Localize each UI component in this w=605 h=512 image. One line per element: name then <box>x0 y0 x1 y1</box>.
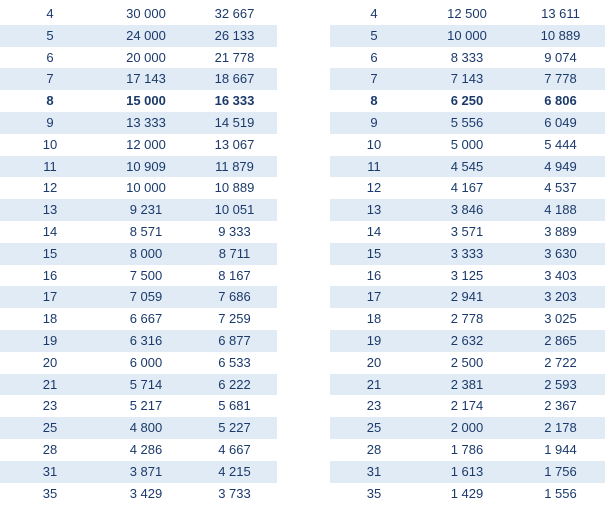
table-left-body <box>0 3 277 504</box>
cell-a: 6 316 <box>100 330 192 352</box>
cell-b: 8 711 <box>192 243 277 265</box>
cell-a: 4 286 <box>129 441 163 457</box>
cell-b: 9 074 <box>544 49 577 65</box>
table-left <box>0 3 277 504</box>
cell-a: 5 556 <box>418 112 516 134</box>
cell-a: 3 871 <box>100 461 192 483</box>
table-row <box>330 221 605 243</box>
cell-a: 2 941 <box>418 286 516 308</box>
cell-n: 20 <box>42 354 58 370</box>
cell-b: 18 667 <box>192 68 277 90</box>
table-row <box>330 395 605 417</box>
cell-a: 9 231 <box>100 199 192 221</box>
cell-b: 7 778 <box>516 68 605 90</box>
table-row <box>330 3 605 25</box>
cell-a: 12 500 <box>447 6 487 21</box>
cell-n: 23 <box>42 398 58 414</box>
cell-a: 10 909 <box>100 156 192 178</box>
cell-a: 20 000 <box>126 49 166 65</box>
cell-b: 6 877 <box>192 330 277 352</box>
cell-b: 2 593 <box>516 374 605 396</box>
cell-a: 5 714 <box>100 374 192 396</box>
cell-n: 11 <box>0 156 100 178</box>
cell-n: 31 <box>0 461 100 483</box>
cell-b: 5 681 <box>218 398 251 414</box>
cell-a: 24 000 <box>100 25 192 47</box>
cell-a: 7 059 <box>100 286 192 308</box>
cell-n: 10 <box>42 136 58 152</box>
table-row <box>330 243 605 265</box>
cell-n: 16 <box>366 267 382 283</box>
table-row <box>0 3 277 25</box>
cell-b: 11 879 <box>192 156 277 178</box>
cell-b: 16 333 <box>214 93 255 109</box>
cell-a: 10 000 <box>126 180 166 196</box>
cell-n: 20 <box>366 354 382 370</box>
cell-b: 2 722 <box>544 354 577 370</box>
cell-n: 23 <box>366 398 382 414</box>
cell-a: 1 429 <box>450 485 484 501</box>
cell-b: 14 519 <box>192 112 277 134</box>
cell-b: 1 556 <box>544 485 577 501</box>
cell-b: 6 533 <box>218 354 251 370</box>
cell-a: 2 778 <box>450 311 484 327</box>
cell-b: 4 537 <box>544 180 577 196</box>
cell-n: 6 <box>46 49 54 65</box>
cell-b: 3 889 <box>544 223 577 239</box>
table-right <box>330 3 605 504</box>
cell-b: 32 667 <box>214 6 255 21</box>
cell-b: 2 865 <box>516 330 605 352</box>
cell-n: 18 <box>366 311 382 327</box>
cell-n: 12 <box>42 180 58 196</box>
cell-n: 10 <box>366 136 382 152</box>
cell-n: 31 <box>330 461 418 483</box>
cell-n: 8 <box>370 93 378 109</box>
table-row <box>0 330 277 352</box>
cell-b: 7 259 <box>218 311 251 327</box>
cell-b: 3 203 <box>516 286 605 308</box>
cell-n: 4 <box>46 6 54 21</box>
cell-n: 12 <box>366 180 382 196</box>
cell-b: 4 215 <box>192 461 277 483</box>
cell-n: 13 <box>0 199 100 221</box>
table-row <box>330 330 605 352</box>
cell-n: 11 <box>330 156 418 178</box>
table-row <box>0 286 277 308</box>
cell-a: 7 500 <box>129 267 163 283</box>
cell-n: 7 <box>330 68 418 90</box>
cell-n: 21 <box>330 374 418 396</box>
table-row <box>330 483 605 505</box>
cell-a: 5 000 <box>450 136 484 152</box>
table-row <box>330 374 605 396</box>
table-row <box>330 439 605 461</box>
cell-n: 19 <box>330 330 418 352</box>
table-row <box>0 68 277 90</box>
cell-b: 13 067 <box>214 136 255 152</box>
cell-b: 6 806 <box>544 93 577 109</box>
cell-a: 2 500 <box>450 354 484 370</box>
cell-a: 10 000 <box>418 25 516 47</box>
cell-b: 9 333 <box>218 223 251 239</box>
cell-a: 30 000 <box>126 6 166 21</box>
cell-b: 13 611 <box>541 6 580 21</box>
cell-b: 10 051 <box>192 199 277 221</box>
cell-b: 7 686 <box>192 286 277 308</box>
table-row <box>0 352 277 374</box>
table-row <box>0 417 277 439</box>
cell-a: 8 000 <box>100 243 192 265</box>
cell-a: 3 429 <box>129 485 163 501</box>
cell-a: 15 000 <box>126 93 166 109</box>
cell-b: 2 367 <box>544 398 577 414</box>
cell-b: 10 889 <box>214 180 255 196</box>
cell-a: 4 167 <box>450 180 484 196</box>
cell-b: 1 756 <box>516 461 605 483</box>
cell-n: 35 <box>366 485 382 501</box>
cell-a: 4 545 <box>418 156 516 178</box>
cell-n: 15 <box>330 243 418 265</box>
cell-n: 17 <box>330 286 418 308</box>
cell-b: 1 944 <box>544 441 577 457</box>
table-row <box>0 483 277 505</box>
table-row <box>330 177 605 199</box>
cell-a: 3 125 <box>450 267 484 283</box>
cell-n: 7 <box>0 68 100 90</box>
table-row <box>330 134 605 156</box>
table-right-body <box>330 3 605 504</box>
cell-a: 4 800 <box>100 417 192 439</box>
table-row <box>0 134 277 156</box>
cell-b: 3 733 <box>218 485 251 501</box>
cell-b: 2 178 <box>516 417 605 439</box>
table-row <box>330 265 605 287</box>
table-row <box>0 374 277 396</box>
cell-b: 4 667 <box>218 441 251 457</box>
table-row <box>330 68 605 90</box>
cell-a: 3 571 <box>450 223 484 239</box>
cell-n: 16 <box>42 267 58 283</box>
cell-b: 5 227 <box>192 417 277 439</box>
table-row <box>0 199 277 221</box>
table-row <box>0 221 277 243</box>
cell-n: 14 <box>366 223 382 239</box>
table-row <box>0 47 277 69</box>
cell-n: 15 <box>0 243 100 265</box>
cell-n: 19 <box>0 330 100 352</box>
table-row <box>0 265 277 287</box>
cell-b: 10 889 <box>516 25 605 47</box>
cell-b: 6 222 <box>192 374 277 396</box>
cell-a: 1 786 <box>450 441 484 457</box>
cell-n: 21 <box>0 374 100 396</box>
table-row <box>0 25 277 47</box>
cell-b: 21 778 <box>214 49 255 65</box>
cell-a: 17 143 <box>100 68 192 90</box>
cell-n: 18 <box>42 311 58 327</box>
cell-a: 2 000 <box>418 417 516 439</box>
table-row <box>0 177 277 199</box>
cell-a: 8 333 <box>450 49 484 65</box>
cell-b: 4 949 <box>516 156 605 178</box>
table-row <box>0 156 277 178</box>
table-row <box>330 352 605 374</box>
cell-b: 8 167 <box>218 267 251 283</box>
cell-a: 13 333 <box>100 112 192 134</box>
cell-a: 2 174 <box>450 398 484 414</box>
cell-b: 3 630 <box>516 243 605 265</box>
cell-n: 35 <box>42 485 58 501</box>
table-row <box>330 199 605 221</box>
table-row <box>0 461 277 483</box>
cell-a: 2 381 <box>418 374 516 396</box>
table-row <box>0 112 277 134</box>
cell-a: 5 217 <box>129 398 163 414</box>
cell-n: 6 <box>370 49 378 65</box>
table-row <box>0 439 277 461</box>
cell-n: 9 <box>0 112 100 134</box>
cell-n: 14 <box>42 223 58 239</box>
table-row <box>0 90 277 112</box>
table-row <box>330 25 605 47</box>
cell-b: 3 403 <box>544 267 577 283</box>
cell-b: 6 049 <box>516 112 605 134</box>
cell-n: 25 <box>330 417 418 439</box>
cell-a: 12 000 <box>126 136 166 152</box>
cell-n: 17 <box>0 286 100 308</box>
cell-n: 28 <box>42 441 58 457</box>
table-row <box>330 308 605 330</box>
table-row <box>330 90 605 112</box>
cell-n: 25 <box>0 417 100 439</box>
cell-n: 5 <box>330 25 418 47</box>
cell-a: 2 632 <box>418 330 516 352</box>
cell-b: 5 444 <box>544 136 577 152</box>
cell-n: 4 <box>370 6 378 21</box>
table-row <box>330 286 605 308</box>
table-row <box>0 243 277 265</box>
table-row <box>330 461 605 483</box>
table-row <box>0 395 277 417</box>
cell-n: 13 <box>330 199 418 221</box>
table-row <box>0 308 277 330</box>
cell-a: 6 667 <box>129 311 163 327</box>
cell-a: 1 613 <box>418 461 516 483</box>
cell-n: 28 <box>366 441 382 457</box>
table-row <box>330 417 605 439</box>
cell-n: 9 <box>330 112 418 134</box>
cell-a: 6 250 <box>450 93 484 109</box>
table-row <box>330 112 605 134</box>
cell-a: 7 143 <box>418 68 516 90</box>
cell-a: 3 333 <box>418 243 516 265</box>
cell-b: 26 133 <box>192 25 277 47</box>
cell-n: 8 <box>46 93 54 109</box>
cell-a: 3 846 <box>418 199 516 221</box>
table-row <box>330 156 605 178</box>
cell-b: 4 188 <box>516 199 605 221</box>
cell-a: 8 571 <box>129 223 163 239</box>
cell-n: 5 <box>0 25 100 47</box>
table-row <box>330 47 605 69</box>
cell-a: 6 000 <box>129 354 163 370</box>
cell-b: 3 025 <box>544 311 577 327</box>
